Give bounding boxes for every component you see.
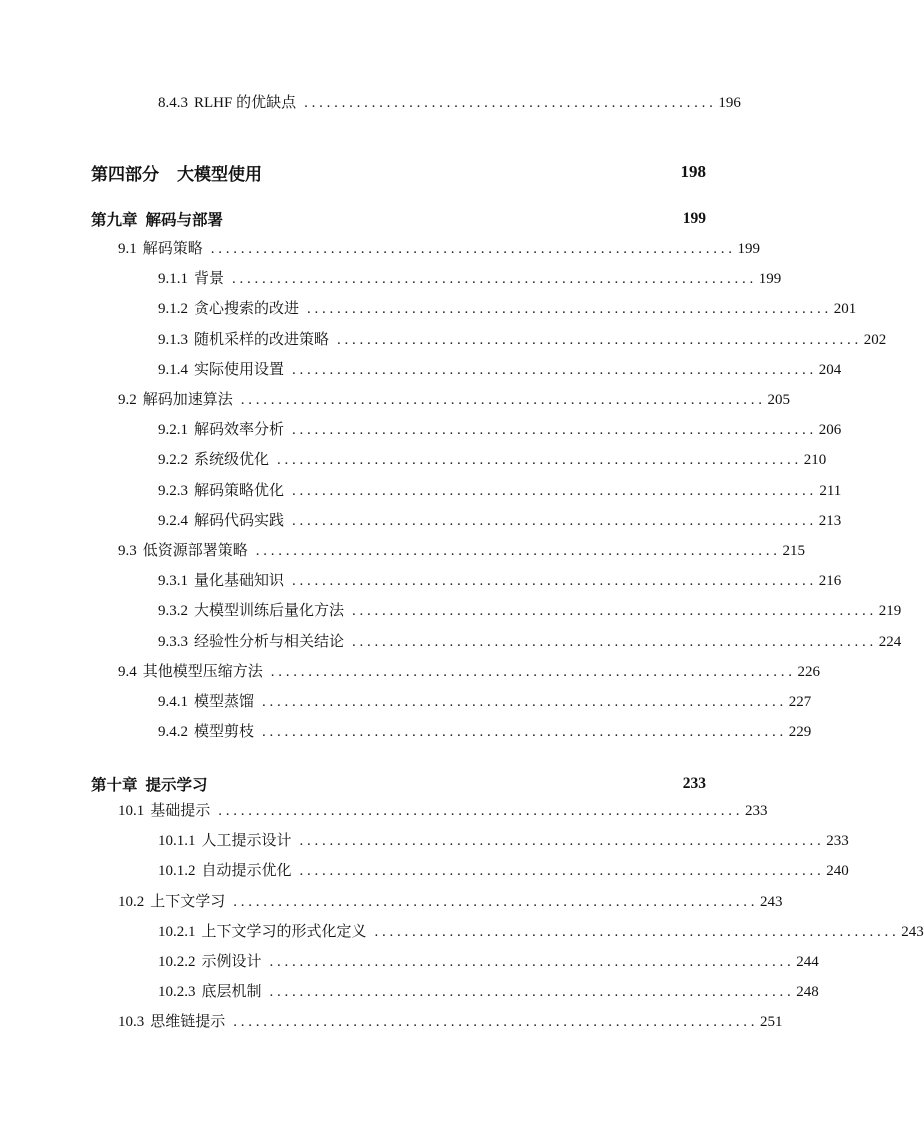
dot-leader: . . . . . . . . . . . . . . . . . . . . . . . . . . . . . . . . . . . . . . . . . . . . . . . . . . . . . . . . . . . . . . . . . . . . . . — [277, 452, 799, 469]
entry-number: 9.1.3 — [158, 331, 188, 348]
entry-number: 10.1.1 — [158, 833, 196, 850]
entry-title: 基础提示 — [150, 803, 211, 819]
entry-number: 9.1 — [118, 241, 137, 257]
entry-title: 示例设计 — [201, 954, 262, 970]
entry-number: 9.2 — [118, 392, 137, 408]
entry-title: 量化基础知识 — [194, 573, 285, 590]
entry-title: 贪心搜索的改进 — [194, 301, 300, 318]
toc-entry-9-3-3[interactable] — [158, 629, 902, 655]
entry-page: 202 — [863, 331, 887, 348]
entry-number: 9.3 — [118, 543, 137, 559]
entry-page: 199 — [737, 241, 761, 257]
entry-page: 233 — [826, 833, 849, 850]
entry-title: 上下文学习 — [150, 893, 226, 910]
entry-title: 随机采样的改进策略 — [194, 331, 330, 348]
entry-title: 自动提示优化 — [201, 863, 292, 880]
dot-leader: . . . . . . . . . . . . . . . . . . . . . . . . . . . . . . . . . . . . . . . . . . . . . . . . . . . . . . . . . . . . . . . . . . . . . . — [352, 603, 874, 620]
entry-title: 低资源部署策略 — [142, 543, 248, 559]
entry-page: 213 — [818, 512, 842, 529]
dot-leader: . . . . . . . . . . . . . . . . . . . . . . . . . . . . . . . . . . . . . . . . . . . . . . . . . . . . . . . . . . . . . . . . . . . . . . — [299, 863, 821, 880]
chapter-title-group — [91, 208, 223, 230]
toc-entry-10-2-3[interactable] — [158, 979, 819, 1005]
toc-entry-10-1-2[interactable] — [158, 858, 849, 884]
entry-page: 248 — [796, 984, 819, 1001]
dot-leader: . . . . . . . . . . . . . . . . . . . . . . . . . . . . . . . . . . . . . . . . . . . . . . . . . . . . . . . . . . . . . . . . . . . . . . — [262, 694, 784, 710]
entry-number: 8.4.3 — [158, 95, 188, 111]
toc-entry-10-1[interactable] — [118, 798, 768, 824]
entry-title: 实际使用设置 — [194, 361, 285, 378]
dot-leader: . . . . . . . . . . . . . . . . . . . . . . . . . . . . . . . . . . . . . . . . . . . . . . . . . . . . . . . . . . . . . . . . . . . . . . — [292, 482, 814, 499]
entry-number: 9.4.1 — [158, 694, 188, 710]
dot-leader: . . . . . . . . . . . . . . . . . . . . . . . . . . . . . . . . . . . . . . . . . . . . . . . . . . . . . . . . . . . . . . . . . . . . . . — [307, 301, 829, 318]
toc-entry-10-2-1[interactable] — [158, 919, 924, 945]
toc-entry-10-3[interactable] — [118, 1009, 783, 1035]
entry-page: 196 — [718, 95, 741, 111]
entry-page: 210 — [803, 452, 827, 469]
toc-entry-9-2-2[interactable] — [158, 447, 827, 473]
dot-leader: . . . . . . . . . . . . . . . . . . . . . . . . . . . . . . . . . . . . . . . . . . . . . . . . . . . . . . . . . . . . . . . . . . . . . . — [292, 512, 814, 529]
entry-page: 244 — [796, 954, 819, 970]
part-page: 198 — [680, 162, 706, 181]
toc-entry-9-3-2[interactable] — [158, 598, 902, 624]
toc-chapter-10[interactable] — [91, 770, 706, 798]
dot-leader: . . . . . . . . . . . . . . . . . . . . . . . . . . . . . . . . . . . . . . . . . . . . . . . . . . . . . . . . . . . . . . . . . . . . . . — [262, 724, 784, 741]
entry-title: 人工提示设计 — [201, 833, 292, 850]
toc-entry-9-1-1[interactable] — [158, 266, 782, 292]
chapter-title: 提示学习 — [145, 777, 208, 794]
dot-leader: . . . . . . . . . . . . . . . . . . . . . . . . . . . . . . . . . . . . . . . . . . . . . . . . . . . . . . . . . . . . . . . . . . . . . . — [292, 361, 814, 378]
entry-page: 224 — [878, 633, 902, 650]
entry-number: 9.3.3 — [158, 633, 188, 650]
entry-title: 经验性分析与相关结论 — [194, 633, 345, 650]
dot-leader: . . . . . . . . . . . . . . . . . . . . . . . . . . . . . . . . . . . . . . . . . . . . . . . . . . . . . . . . . . . . . . . . . . . . . . — [240, 392, 763, 408]
toc-entry-9-2[interactable] — [118, 387, 791, 413]
toc-entry-9-1-4[interactable] — [158, 357, 842, 383]
toc-entry-9-2-4[interactable] — [158, 508, 842, 534]
entry-page: 240 — [826, 863, 849, 880]
dot-leader: . . . . . . . . . . . . . . . . . . . . . . . . . . . . . . . . . . . . . . . . . . . . . . . . . . . . . . . . . . . . . . . . . . . . . . — [270, 663, 793, 680]
dot-leader: . . . . . . . . . . . . . . . . . . . . . . . . . . . . . . . . . . . . . . . . . . . . . . . . . . . . . . . . . . . . . . . . . . . . . . — [232, 271, 754, 288]
entry-number: 9.2.1 — [158, 422, 188, 439]
dot-leader: . . . . . . . . . . . . . . . . . . . . . . . . . . . . . . . . . . . . . . . . . . . . . . . . . . . . . . . . . . . . . . . . . . . . . . — [299, 833, 821, 850]
toc-entry-10-1-1[interactable] — [158, 828, 849, 854]
entry-page: 219 — [878, 603, 902, 620]
toc-entry-9-1-3[interactable] — [158, 327, 887, 353]
entry-page: 216 — [818, 573, 842, 590]
entry-page: 204 — [818, 361, 842, 378]
chapter-title: 解码与部署 — [145, 212, 224, 229]
toc-entry-8-4-3[interactable] — [158, 90, 741, 116]
entry-number: 9.1.1 — [158, 271, 188, 288]
entry-number: 10.2.2 — [158, 954, 196, 970]
dot-leader: . . . . . . . . . . . . . . . . . . . . . . . . . . . . . . . . . . . . . . . . . . . . . . . . . . . . . . . . . . . . . . . . . . . . . . — [233, 893, 755, 910]
entry-title: 模型蒸馏 — [194, 694, 255, 710]
toc-entry-9-4-2[interactable] — [158, 719, 812, 745]
chapter-page: 233 — [682, 775, 706, 792]
entry-number: 9.2.3 — [158, 482, 188, 499]
entry-page: 199 — [758, 271, 782, 288]
entry-title: 上下文学习的形式化定义 — [201, 923, 367, 940]
entry-title: 解码代码实践 — [194, 512, 285, 529]
entry-title: 背景 — [194, 271, 225, 288]
entry-page: 206 — [818, 422, 842, 439]
toc-chapter-9[interactable] — [91, 205, 706, 233]
dot-leader: . . . . . . . . . . . . . . . . . . . . . . . . . . . . . . . . . . . . . . . . . . . . . . . . . . . . . . . . . . . . . . . . . . . . . . — [255, 543, 778, 559]
entry-page: 201 — [833, 301, 857, 318]
toc-entry-10-2-2[interactable] — [158, 949, 819, 975]
dot-leader: . . . . . . . . . . . . . . . . . . . . . . . . . . . . . . . . . . . . . . . . . . . . . . . . . . . . . . . . . . . . . . . . . . . . . . — [292, 573, 814, 590]
dot-leader: . . . . . . . . . . . . . . . . . . . . . . . . . . . . . . . . . . . . . . . . . . . . . . . . . . . . . . . . . . . . . . . . . . . . . . — [374, 923, 896, 940]
entry-number: 9.4 — [118, 663, 137, 680]
entry-title: 解码策略 — [142, 241, 203, 257]
dot-leader: . . . . . . . . . . . . . . . . . . . . . . . . . . . . . . . . . . . . . . . . . . . . . . . . . . . . . . . . . . . . . . . . . . . . . . — [233, 1014, 755, 1031]
toc-entry-9-2-3[interactable] — [158, 478, 842, 504]
dot-leader: . . . . . . . . . . . . . . . . . . . . . . . . . . . . . . . . . . . . . . . . . . . . . . . . . . . . . . . . . . . . . . . . . . . . . . — [352, 633, 874, 650]
entry-page: 211 — [819, 482, 842, 499]
toc-entry-9-1[interactable] — [118, 236, 761, 262]
dot-leader: . . . . . . . . . . . . . . . . . . . . . . . . . . . . . . . . . . . . . . . . . . . . . . . . . . . . . . . . . . . . . . . . . . . . . . — [269, 954, 791, 970]
chapter-label: 第九章 — [91, 212, 138, 229]
dot-leader: . . . . . . . . . . . . . . . . . . . . . . . . . . . . . . . . . . . . . . . . . . . . . . . . . . . . . . . . . . . . . . . . . . . . . . — [337, 331, 859, 348]
entry-number: 10.2 — [118, 893, 145, 910]
entry-number: 10.2.1 — [158, 923, 196, 940]
dot-leader: . . . . . . . . . . . . . . . . . . . . . . . . . . . . . . . . . . . . . . . . . . . . . . . . . . . . . . . . . . . . . . . . . . . . . . — [210, 241, 733, 257]
toc-entry-9-4-1[interactable] — [158, 689, 812, 715]
toc-entry-9-3-1[interactable] — [158, 568, 842, 594]
entry-page: 243 — [901, 923, 924, 940]
toc-entry-9-3[interactable] — [118, 538, 806, 564]
entry-number: 9.1.2 — [158, 301, 188, 318]
entry-title: 系统级优化 — [194, 452, 270, 469]
entry-title: 解码加速算法 — [142, 392, 233, 408]
toc-entry-9-2-1[interactable] — [158, 417, 842, 443]
entry-page: 243 — [760, 893, 783, 910]
part-label: 第四部分 — [91, 164, 159, 184]
part-title: 大模型使用 — [177, 164, 262, 184]
entry-title: 思维链提示 — [150, 1014, 226, 1031]
entry-page: 227 — [788, 694, 812, 710]
entry-number: 9.3.2 — [158, 603, 188, 620]
chapter-label: 第十章 — [91, 777, 138, 794]
entry-number: 10.1.2 — [158, 863, 196, 880]
dot-leader: . . . . . . . . . . . . . . . . . . . . . . . . . . . . . . . . . . . . . . . . . . . . . . . . . . . . . . . — [304, 95, 713, 111]
dot-leader: . . . . . . . . . . . . . . . . . . . . . . . . . . . . . . . . . . . . . . . . . . . . . . . . . . . . . . . . . . . . . . . . . . . . . . — [218, 803, 740, 819]
toc-part-4[interactable] — [91, 158, 706, 186]
entry-page: 226 — [797, 663, 821, 680]
entry-page: 215 — [782, 543, 806, 559]
entry-title: 大模型训练后量化方法 — [194, 603, 345, 620]
chapter-title-group — [91, 773, 208, 795]
entry-page: 229 — [788, 724, 812, 741]
entry-title: 解码策略优化 — [194, 482, 285, 499]
entry-number: 10.2.3 — [158, 984, 196, 1001]
entry-number: 9.4.2 — [158, 724, 188, 741]
entry-number: 9.2.2 — [158, 452, 188, 469]
entry-number: 9.1.4 — [158, 361, 188, 378]
entry-title: 模型剪枝 — [194, 724, 255, 741]
entry-number: 9.3.1 — [158, 573, 188, 590]
entry-number: 9.2.4 — [158, 512, 188, 529]
dot-leader: . . . . . . . . . . . . . . . . . . . . . . . . . . . . . . . . . . . . . . . . . . . . . . . . . . . . . . . . . . . . . . . . . . . . . . — [269, 984, 791, 1001]
toc-entry-9-4[interactable] — [118, 659, 821, 685]
entry-number: 10.1 — [118, 803, 145, 819]
entry-number: 10.3 — [118, 1014, 145, 1031]
entry-title: 其他模型压缩方法 — [142, 663, 263, 680]
toc-entry-9-1-2[interactable] — [158, 296, 857, 322]
chapter-page: 199 — [682, 210, 706, 227]
dot-leader: . . . . . . . . . . . . . . . . . . . . . . . . . . . . . . . . . . . . . . . . . . . . . . . . . . . . . . . . . . . . . . . . . . . . . . — [292, 422, 814, 439]
toc-entry-10-2[interactable] — [118, 889, 783, 915]
entry-title: 解码效率分析 — [194, 422, 285, 439]
entry-page: 233 — [745, 803, 768, 819]
entry-page: 251 — [760, 1014, 783, 1031]
entry-page: 205 — [767, 392, 791, 408]
entry-title: 底层机制 — [201, 984, 262, 1001]
part-title-group — [91, 160, 262, 185]
entry-title: RLHF 的优缺点 — [194, 95, 297, 111]
